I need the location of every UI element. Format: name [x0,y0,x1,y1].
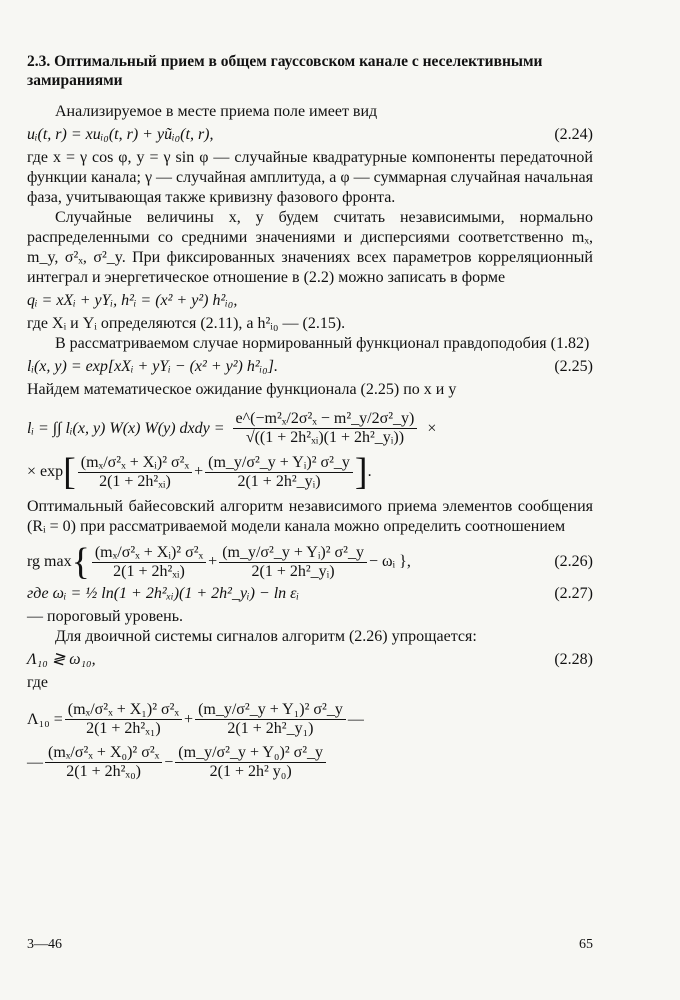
paragraph: где [27,674,49,691]
fraction [195,701,346,738]
page-number: 65 [579,937,593,952]
paragraph: Оптимальный байесовский алгоритм независимого приема элементов сообщения (Rᵢ = 0) при рассматриваемой модели канала можно определить соотношением [27,498,593,535]
equation-text: где ωᵢ = ½ ln(1 + 2h²ₓᵢ)(1 + 2h²_yᵢ) − ln εᵢ [27,585,299,602]
equation-number: (2.24) [554,126,593,143]
fraction-denominator: 2(1 + 2h²ₓᵢ) [113,562,185,580]
equation-2-27 [27,584,593,604]
equation-number: (2.26) [554,553,593,570]
fraction-denominator: 2(1 + 2h²ₓ₁) [86,720,161,737]
equation-number: (2.27) [554,585,593,602]
left-brace: { [71,541,90,583]
fraction-numerator: (m_y/σ²_y + Y₁)² σ²_y [195,701,346,720]
plus-sign: + [208,553,218,570]
page-footer [27,935,593,955]
fraction-denominator: 2(1 + 2h² y₀) [209,763,292,780]
fraction-denominator: 2(1 + 2h²ₓ₀) [66,763,141,780]
fraction-denominator: 2(1 + 2h²ₓᵢ) [99,472,171,490]
equation-q [27,291,593,311]
paragraph: Случайные величины x, y будем считать независимыми, нормально распределенными со средними значениями и дисперсиями соответственно mₓ, m_y, σ²ₓ, σ²_y. При фиксированных значениях всех параметров корреляционный интеграл и энергетическое отношение в (2.2) можно записать в форме [27,209,593,286]
plus-sign: + [194,463,204,480]
fraction-denominator: √((1 + 2h²ₓᵢ)(1 + 2h²_yᵢ)) [245,429,405,446]
equation-text: Λ₁₀ ≷ ω₁₀, [27,651,96,668]
right-bracket: ] [354,451,368,493]
fraction-numerator: (m_y/σ²_y + Yᵢ)² σ²_y [205,454,353,473]
signature-mark: 3—46 [27,937,62,952]
paragraph: — пороговый уровень. [27,608,184,625]
fraction-denominator: 2(1 + 2h²_y₁) [227,720,314,737]
left-bracket: [ [63,451,76,493]
times-sign: × [427,419,437,437]
equation-text: rg max [27,553,72,570]
minus-sign: — [347,710,364,728]
fraction-numerator: (mₓ/σ²ₓ + X₁)² σ²ₓ [65,701,182,720]
equation-text: lᵢ = ∫∫ lᵢ(x, y) W(x) W(y) dxdy = [27,419,225,437]
fraction [205,454,353,491]
equation-lambda-line1 [27,701,593,738]
section-heading: 2.3. Оптимальный прием в общем гауссовском канале с неселективными замираниями [27,53,543,89]
page-body [27,52,593,787]
fraction-numerator: (mₓ/σ²ₓ + X₀)² σ²ₓ [45,744,162,763]
paragraph: Найдем математическое ожидание функционала (2.25) по x и y [27,381,457,398]
fraction-numerator: (m_y/σ²_y + Yᵢ)² σ²_y [219,544,367,563]
equation-text: − ωᵢ }, [368,553,411,570]
equation-2-26 [27,543,593,581]
fraction [175,744,326,781]
fraction-numerator: (mₓ/σ²ₓ + Xᵢ)² σ²ₓ [92,544,206,563]
paragraph: где x = γ cos φ, y = γ sin φ — случайные квадратурные компоненты передаточной функции канала; γ — случайная амплитуда, а φ — суммарная случайная начальная фаза, учитывающая также кривизну фазового фронта. [27,149,593,206]
equation-2-28 [27,650,593,670]
period: . [367,463,372,480]
equation-body [27,543,411,581]
equation-expectation [27,410,593,447]
paragraph: В рассматриваемом случае нормированный функционал правдоподобия (1.82) [55,335,590,352]
equation-text: uᵢ(t, r) = xuᵢ₀(t, r) + yũᵢ₀(t, r), [27,126,214,143]
equation-exp [27,453,593,491]
equation-2-24 [27,125,593,145]
fraction [65,701,182,738]
fraction-denominator: 2(1 + 2h²_yᵢ) [251,562,335,580]
equation-text: Λ₁₀ = [27,710,63,728]
fraction [45,744,162,781]
paragraph: Анализируемое в месте приема поле имеет вид [55,103,378,120]
equation-number: (2.28) [554,651,593,668]
equation-number: (2.25) [554,358,593,375]
minus-sign: — [27,753,43,771]
fraction [233,410,418,447]
equation-text: × exp [27,463,64,480]
paragraph: где Xᵢ и Yᵢ определяются (2.11), а h²ᵢ₀ — (2.15). [27,315,346,332]
fraction-numerator: (mₓ/σ²ₓ + Xᵢ)² σ²ₓ [78,454,192,473]
plus-sign: + [184,710,194,728]
fraction-numerator: (m_y/σ²_y + Y₀)² σ²_y [175,744,326,763]
fraction [92,544,206,581]
fraction [219,544,367,581]
fraction-denominator: 2(1 + 2h²_yᵢ) [237,472,321,490]
equation-lambda-line2 [27,744,593,781]
paragraph: Для двоичной системы сигналов алгоритм (2.26) упрощается: [55,628,477,645]
equation-text: lᵢ(x, y) = exp[xXᵢ + yYᵢ − (x² + y²) h²ᵢ₀]. [27,358,278,375]
equation-text: qᵢ = xXᵢ + yYᵢ, h²ᵢ = (x² + y²) h²ᵢ₀, [27,292,238,309]
equation-2-25 [27,357,593,377]
minus-sign: − [164,753,174,771]
fraction-numerator: e^(−m²ₓ/2σ²ₓ − m²_y/2σ²_y) [233,410,418,429]
fraction [78,454,192,491]
